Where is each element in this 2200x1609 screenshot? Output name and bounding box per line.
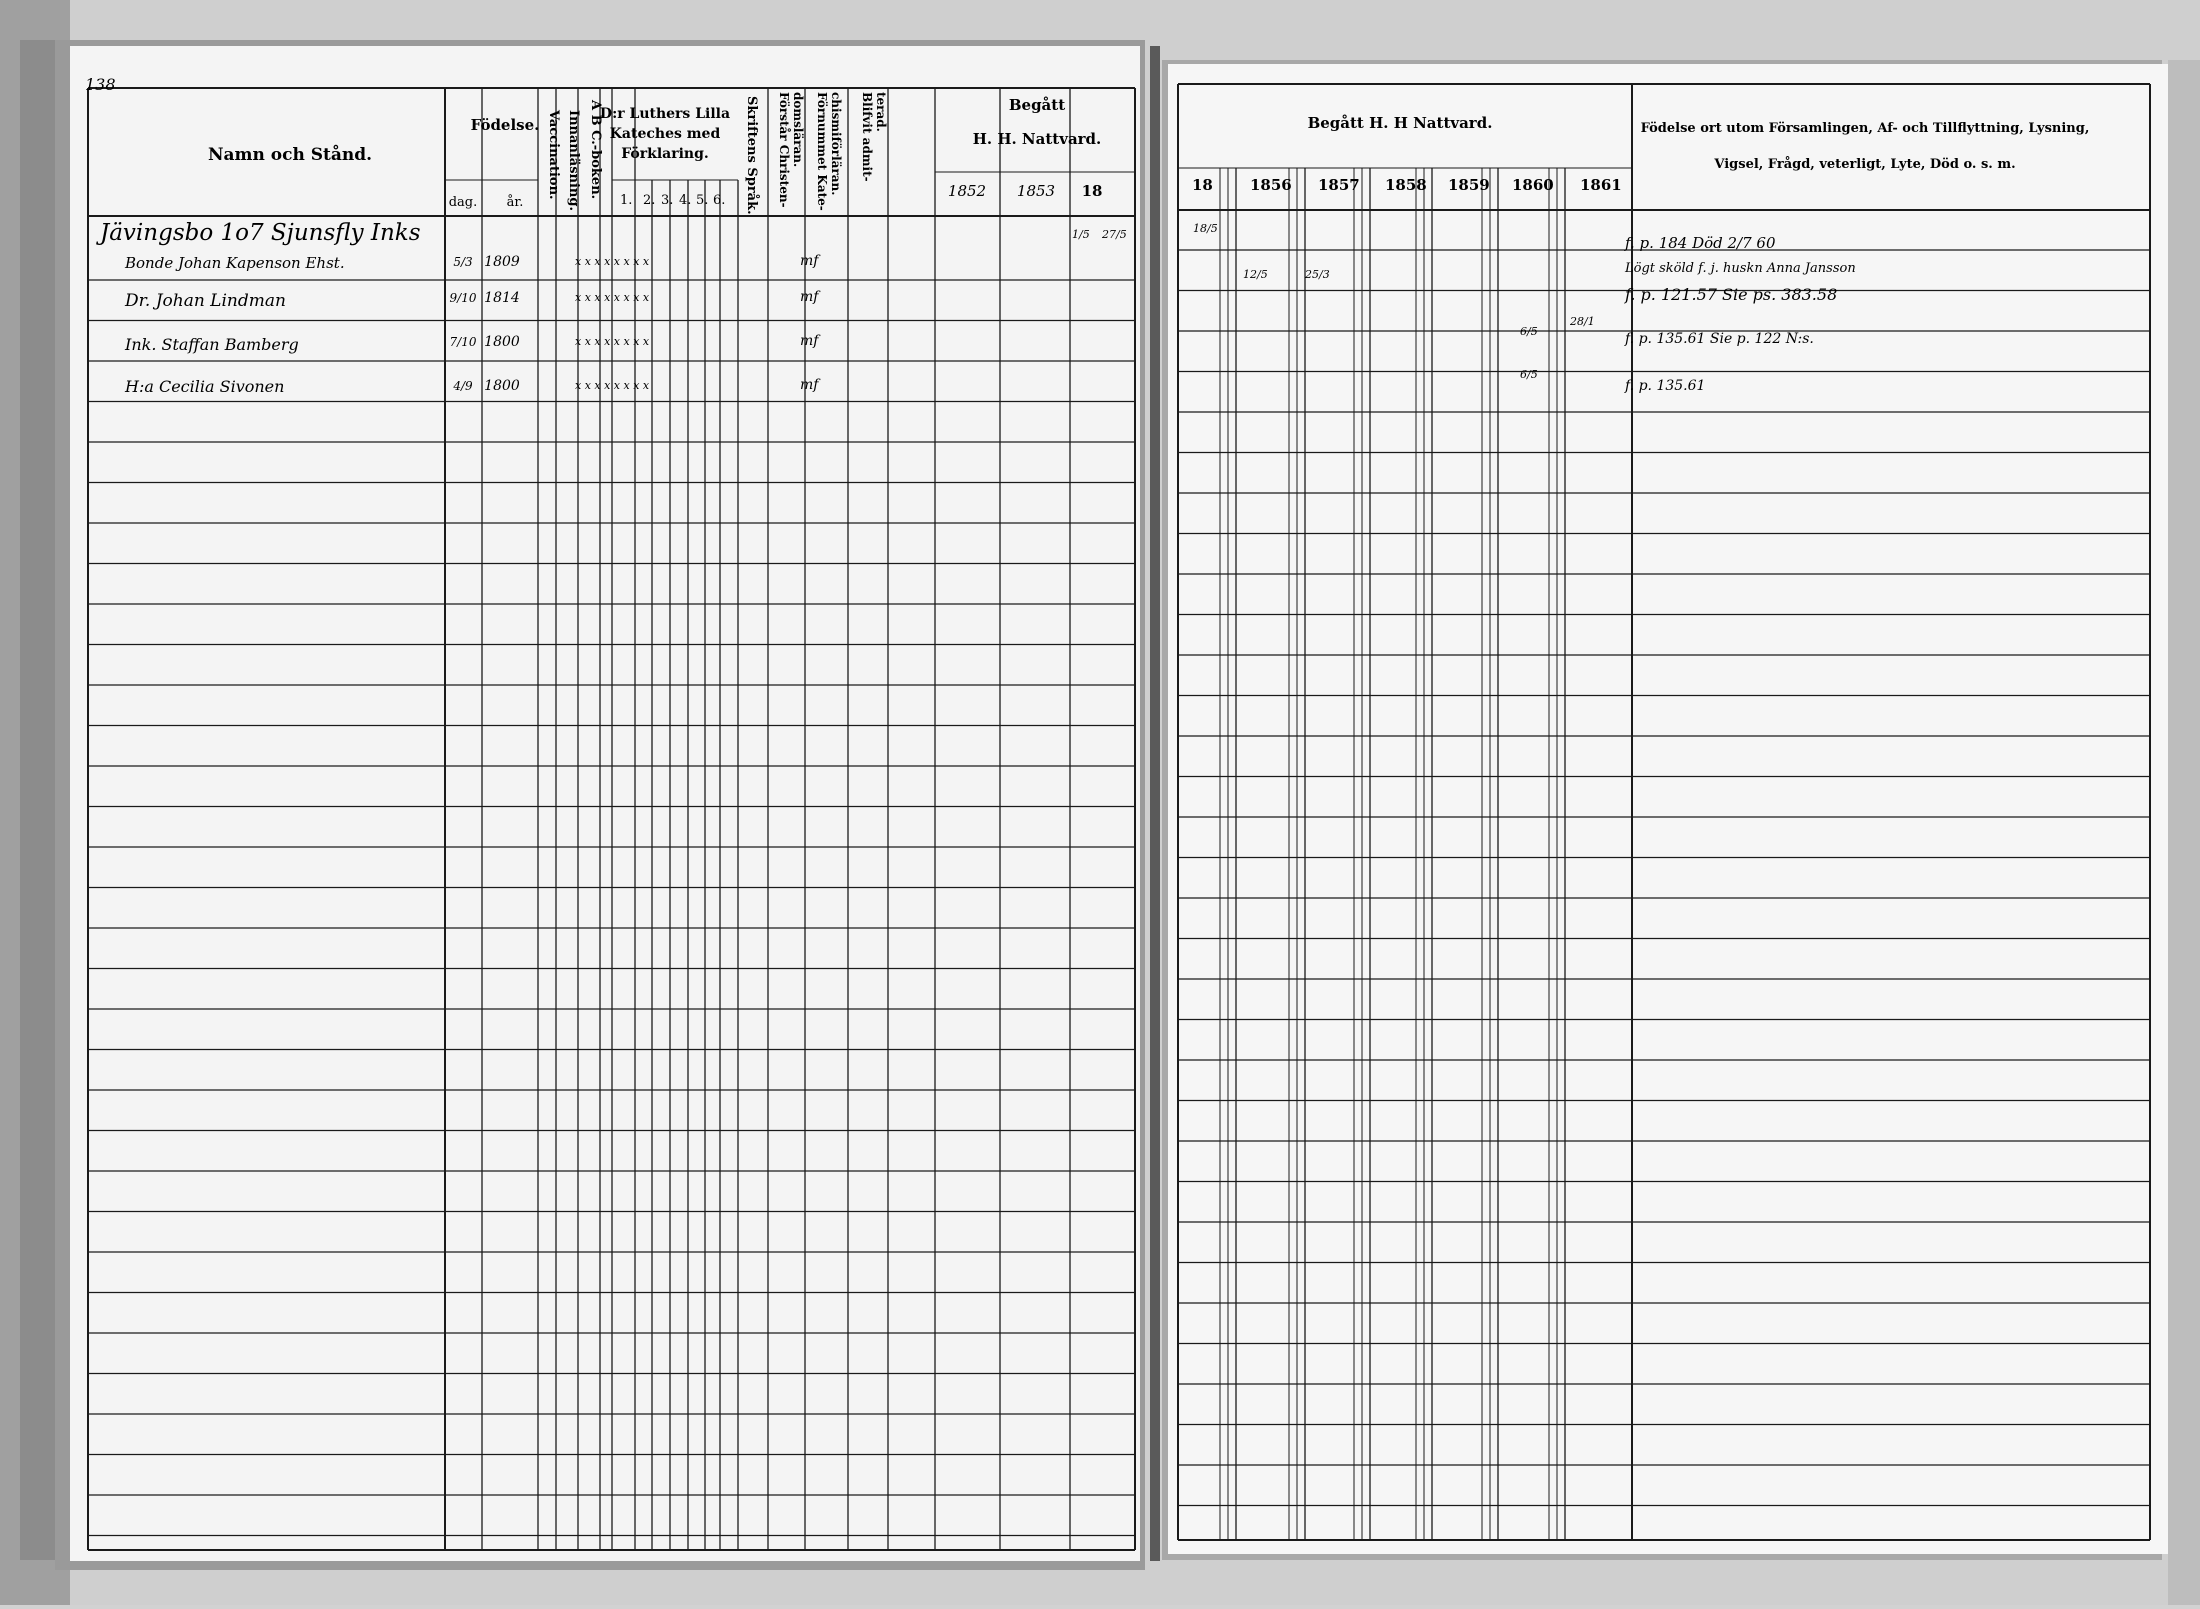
catechism-part-label: 4. [679,193,692,208]
entry-understanding-mark: mf [800,289,819,305]
communion-mark: 6/5 [1520,325,1538,338]
admitted-header-line1: Blifvit admit- [860,92,874,182]
entry-birth-day: 4/9 [453,379,473,393]
entry-birth-year: 1809 [484,254,520,270]
communion-year-label: 1859 [1448,176,1490,194]
communion-mark: 1/5 [1072,228,1090,241]
communion-header-line2: H. H. Nattvard. [972,130,1102,148]
entry-marks: x x x x x x x x [575,291,650,304]
entry-name: Ink. Staffan Bamberg [125,335,299,354]
entry-marks: x x x x x x x x [575,255,650,268]
place-line: Jävingsbo 1o7 Sjunsfly Inks [100,220,421,246]
communion-year-2: 1853 [1016,182,1056,200]
entry-name: H:a Cecilia Sivonen [125,377,285,396]
communion-mark: 28/1 [1570,315,1595,328]
catechism-part-label: 1. [620,193,633,208]
note-line: f. p. 121.57 Sie ps. 383.58 [1625,285,1838,304]
catechism-part-label: 2. [643,193,656,208]
communion-mark: 12/5 [1243,268,1268,281]
note-line: f. p. 135.61 Sie p. 122 N:s. [1625,331,1814,347]
catechism-understanding-line1: Förnummet Kate- [815,92,829,211]
entry-understanding-mark: mf [800,253,819,269]
catechism-header-line2: Kateches med [609,126,721,142]
entry-name: Dr. Johan Lindman [125,291,286,311]
book-gutter [1150,46,1160,1561]
entry-understanding-mark: mf [800,377,819,393]
christianity-header-line1: Förstår Christen- [777,92,791,208]
catechism-understanding-line2: chismiförläran. [829,92,843,196]
catechism-part-label: 5. [696,193,709,208]
day-header: dag. [448,195,478,210]
communion-mark: 27/5 [1102,228,1127,241]
entry-birth-year: 1800 [484,334,520,350]
name-header: Namn och Stånd. [207,145,373,165]
notes-header-line1: Födelse ort utom Församlingen, Af- och Tillflyttning, Lysning, [1640,121,2090,136]
entry-birth-day: 7/10 [449,335,477,349]
communion-year-label: 1856 [1250,176,1292,194]
communion-mark: 25/3 [1305,268,1330,281]
christianity-header-line2: domsläran. [791,92,805,168]
catechism-header-line3: Förklaring. [621,146,709,162]
communion-year-label: 1858 [1385,176,1427,194]
note-line: f. p. 135.61 [1625,378,1706,394]
communion-year-label: 1860 [1512,176,1554,194]
abc-header: A B C.-boken. [588,100,603,200]
catechism-header-line1: D:r Luthers Lilla [599,106,731,122]
book-edge-right [2168,60,2200,1605]
entry-birth-year: 1800 [484,378,520,394]
entry-name: Bonde Johan Kapenson Ehst. [125,254,345,272]
vaccination-header: Vaccination. [546,110,561,200]
admitted-header-line2: terad. [874,92,888,132]
entry-marks: x x x x x x x x [575,335,650,348]
entry-birth-day: 9/10 [449,291,477,305]
communion-year-label: 1861 [1580,176,1622,194]
note-line: f. p. 184 Död 2/7 60 [1625,234,1776,252]
communion-year-3: 18 [1081,182,1103,200]
entry-birth-day: 5/3 [453,255,473,269]
communion-year-label: 18 [1192,176,1213,194]
catechism-part-label: 3. [661,193,674,208]
communion-year-1: 1852 [947,182,987,200]
communion-mark: 6/5 [1520,368,1538,381]
notes-header-line2: Vigsel, Frågd, veterligt, Lyte, Död o. s. m. [1714,157,2016,172]
page-number: 138 [85,75,116,94]
entry-birth-year: 1814 [484,290,520,306]
reading-header: Innanläsning. [566,110,581,211]
communion-mark: 18/5 [1193,222,1218,235]
communion-header-line1: Begått [1008,96,1066,114]
right-communion-header: Begått H. H Nattvard. [1307,114,1493,132]
birth-header: Födelse. [470,116,540,134]
catechism-part-label: 6. [713,193,726,208]
year-header: år. [506,195,524,210]
entry-marks: x x x x x x x x [575,379,650,392]
communion-year-label: 1857 [1318,176,1360,194]
note-line: Lögt sköld f. j. huskn Anna Jansson [1625,261,1856,276]
left-page [70,46,1140,1561]
entry-understanding-mark: mf [800,333,819,349]
scripture-header: Skriftens Språk. [744,96,759,215]
